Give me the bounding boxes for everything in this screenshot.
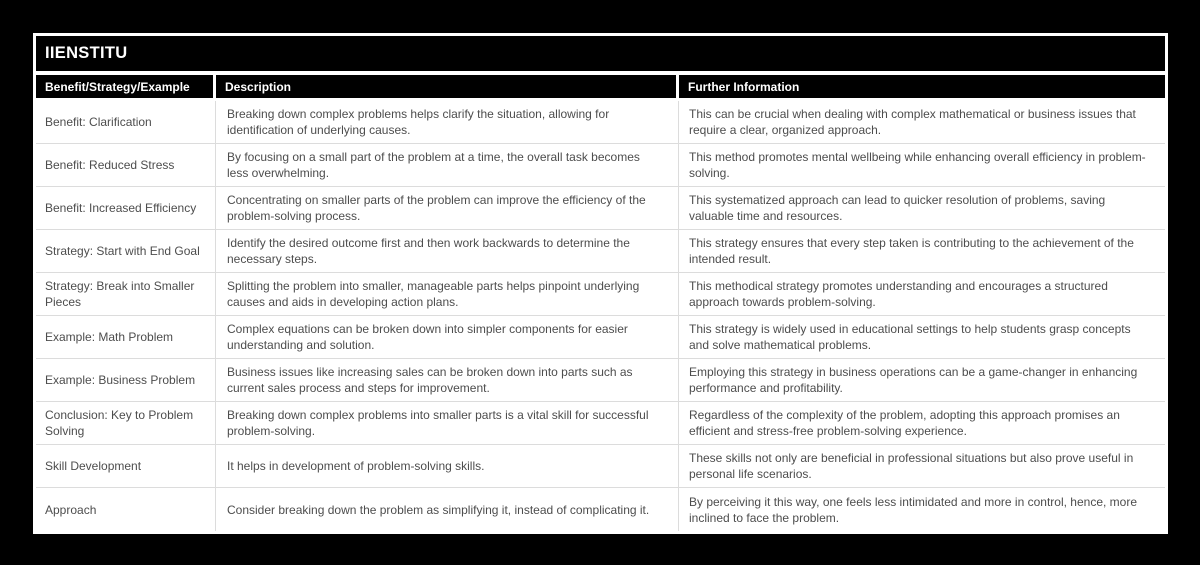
row-description-cell: Business issues like increasing sales can be broken down into parts such as current sales process and steps for improvement.: [216, 359, 679, 402]
row-description-cell: Splitting the problem into smaller, manageable parts helps pinpoint underlying causes and aids in developing action plans.: [216, 273, 679, 316]
row-description-cell: Breaking down complex problems into smaller parts is a vital skill for successful problem-solving.: [216, 402, 679, 445]
row-label-cell: Strategy: Break into Smaller Pieces: [36, 273, 216, 316]
row-further-information-cell: This method promotes mental wellbeing while enhancing overall efficiency in problem-solving.: [679, 144, 1165, 187]
content-card: [33, 33, 1168, 534]
row-further-information-cell: Regardless of the complexity of the problem, adopting this approach promises an efficient and stress-free problem-solving experience.: [679, 402, 1165, 445]
row-further-information-cell: Employing this strategy in business operations can be a game-changer in enhancing performance and profitability.: [679, 359, 1165, 402]
benefits-table: [36, 75, 1165, 531]
row-label-cell: Skill Development: [36, 445, 216, 488]
row-description-cell: Consider breaking down the problem as simplifying it, instead of complicating it.: [216, 488, 679, 531]
row-label-cell: Strategy: Start with End Goal: [36, 230, 216, 273]
row-description-cell: Breaking down complex problems helps clarify the situation, allowing for identification of underlying causes.: [216, 101, 679, 144]
row-label-cell: Approach: [36, 488, 216, 531]
row-description-cell: By focusing on a small part of the problem at a time, the overall task becomes less overwhelming.: [216, 144, 679, 187]
row-description-cell: Concentrating on smaller parts of the problem can improve the efficiency of the problem-solving process.: [216, 187, 679, 230]
row-label-cell: Benefit: Reduced Stress: [36, 144, 216, 187]
row-description-cell: Identify the desired outcome first and then work backwards to determine the necessary steps.: [216, 230, 679, 273]
row-description-cell: It helps in development of problem-solving skills.: [216, 445, 679, 488]
title-bar: [36, 36, 1165, 71]
row-label-cell: Conclusion: Key to Problem Solving: [36, 402, 216, 445]
column-header-further-information: Further Information: [679, 75, 1165, 98]
row-further-information-cell: This strategy ensures that every step taken is contributing to the achievement of the intended result.: [679, 230, 1165, 273]
row-further-information-cell: This strategy is widely used in educational settings to help students grasp concepts and solve mathematical problems.: [679, 316, 1165, 359]
row-label-cell: Benefit: Clarification: [36, 101, 216, 144]
row-further-information-cell: This can be crucial when dealing with complex mathematical or business issues that require a clear, organized approach.: [679, 101, 1165, 144]
row-label-cell: Example: Math Problem: [36, 316, 216, 359]
row-further-information-cell: This systematized approach can lead to quicker resolution of problems, saving valuable time and resources.: [679, 187, 1165, 230]
column-header-description: Description: [216, 75, 679, 98]
row-label-cell: Example: Business Problem: [36, 359, 216, 402]
column-header-benefit-strategy-example: Benefit/Strategy/Example: [36, 75, 216, 98]
row-label-cell: Benefit: Increased Efficiency: [36, 187, 216, 230]
row-further-information-cell: These skills not only are beneficial in professional situations but also prove useful in personal life scenarios.: [679, 445, 1165, 488]
row-description-cell: Complex equations can be broken down into simpler components for easier understanding and solution.: [216, 316, 679, 359]
row-further-information-cell: By perceiving it this way, one feels less intimidated and more in control, hence, more inclined to face the problem.: [679, 488, 1165, 531]
row-further-information-cell: This methodical strategy promotes understanding and encourages a structured approach towards problem-solving.: [679, 273, 1165, 316]
page-title: IIENSTITU: [45, 44, 128, 62]
